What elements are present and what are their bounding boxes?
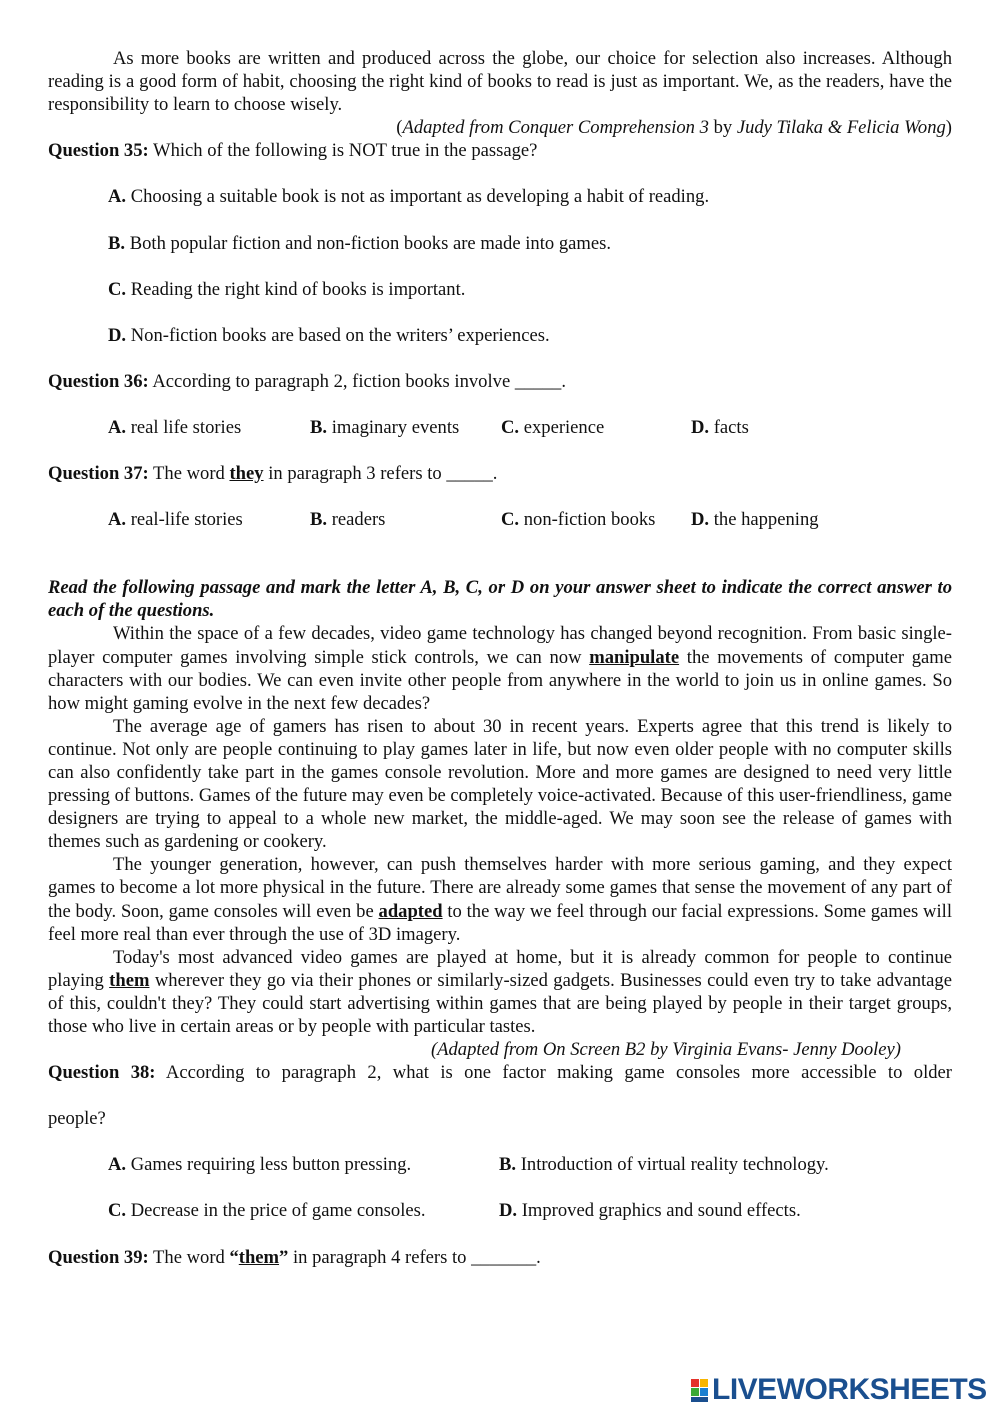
liveworksheets-logo-text: LIVEWORKSHEETS (712, 1373, 987, 1406)
question-label: Question 35: (48, 140, 149, 162)
q36-option-b[interactable]: B. imaginary events (310, 416, 460, 438)
passage2-paragraph-1: Within the space of a few decades, video game technology has changed beyond recognition. From basic single-player computer games involving simple stick controls, we can now manipulate the movements of computer game characters with our bodies. We can even invite other people from anywhere in the world to join us in online games. So how might gaming evolve in the next few decades? (48, 623, 952, 714)
q38-option-a[interactable]: A. Games requiring less button pressing. (108, 1154, 412, 1176)
q36-options (48, 416, 952, 439)
worksheet-page (48, 47, 952, 1269)
q38-options-row1 (48, 1153, 952, 1176)
liveworksheets-logo-icon (691, 1377, 709, 1403)
q36-option-c[interactable]: C. experience (501, 416, 605, 438)
q35-option-d[interactable]: D. Non-fiction books are based on the writers’ experiences. (108, 324, 550, 346)
q37-keyword: they (229, 463, 264, 485)
q37-option-c[interactable]: C. non-fiction books (501, 509, 656, 531)
q38-option-c[interactable]: C. Decrease in the price of game consoles. (108, 1200, 426, 1222)
q35-option-b[interactable]: B. Both popular fiction and non-fiction books are made into games. (108, 232, 611, 254)
question-39: Question 39: The word “them” in paragraph 4 refers to _______. (48, 1246, 541, 1268)
passage1-source: (Adapted from Conquer Comprehension 3 by Judy Tilaka & Felicia Wong) (396, 117, 952, 139)
passage1-closing-paragraph: As more books are written and produced across the globe, our choice for selection also increases. Although reading is a good form of habit, choosing the right kind of books to read is just as important. We, as the readers, have the responsibility to learn to choose wisely. (48, 48, 952, 116)
question-38-continued: people? (48, 1108, 106, 1130)
question-label: Question 36: (48, 370, 149, 392)
keyword-adapted: adapted (378, 900, 443, 922)
q37-options (48, 508, 952, 531)
passage2-paragraph-4: Today's most advanced video games are played at home, but it is already common for people to continue playing them wherever they go via their phones or similarly-sized gadgets. Businesses could even try to take advantage of this, couldn't they? They could start advertising within games that are being played by people in their target groups, those who live in certain areas or by people with particular tastes. (48, 946, 952, 1037)
q38-option-d[interactable]: D. Improved graphics and sound effects. (499, 1200, 801, 1222)
question-38: Question 38: According to paragraph 2, what is one factor making game consoles more accessible to older (48, 1062, 952, 1084)
question-37: Question 37: The word they in paragraph 3 refers to _____. (48, 463, 498, 485)
question-35: Question 35: Which of the following is NOT true in the passage? (48, 140, 538, 162)
q36-option-d[interactable]: D. facts (691, 416, 749, 438)
reading-instruction: Read the following passage and mark the letter A, B, C, or D on your answer sheet to indicate the correct answer to each of the questions. (48, 577, 952, 622)
q38-option-b[interactable]: B. Introduction of virtual reality technology. (499, 1154, 829, 1176)
q38-options-row2 (48, 1199, 952, 1222)
question-label: Question 38: (48, 1062, 156, 1084)
q37-option-a[interactable]: A. real-life stories (108, 509, 243, 531)
q35-option-a[interactable]: A. Choosing a suitable book is not as important as developing a habit of reading. (108, 186, 710, 208)
passage2-source: (Adapted from On Screen B2 by Virginia Evans- Jenny Dooley) (430, 1039, 901, 1061)
q35-option-c[interactable]: C. Reading the right kind of books is important. (108, 278, 466, 300)
q39-keyword: them (238, 1246, 280, 1268)
question-label: Question 39: (48, 1246, 149, 1268)
question-36: Question 36: According to paragraph 2, fiction books involve _____. (48, 370, 566, 392)
liveworksheets-logo (691, 1375, 991, 1405)
question-label: Question 37: (48, 463, 149, 485)
q37-option-b[interactable]: B. readers (310, 509, 386, 531)
passage2-paragraph-3: The younger generation, however, can push themselves harder with more serious gaming, and they expect games to become a lot more physical in the future. There are already some games that sense the movement of any part of the body. Soon, game consoles will even be adapted to the way we feel through our facial expressions. Some games will feel more real than ever through the use of 3D imagery. (48, 854, 952, 945)
keyword-them: them (109, 969, 150, 991)
q36-option-a[interactable]: A. real life stories (108, 416, 242, 438)
q37-option-d[interactable]: D. the happening (691, 509, 819, 531)
keyword-manipulate: manipulate (589, 646, 680, 668)
passage2-paragraph-2: The average age of gamers has risen to about 30 in recent years. Experts agree that this trend is likely to continue. Not only are people continuing to play games later in life, but now even older people with no computer skills can also confidently take part in the games console revolution. More and more games are designed to need very little pressing of buttons. Games of the future may even be completely voice-activated. Because of this user-friendliness, game designers are trying to appeal to a whole new market, the middle-aged. We may soon see the release of games with themes such as gardening or cookery. (48, 715, 952, 853)
